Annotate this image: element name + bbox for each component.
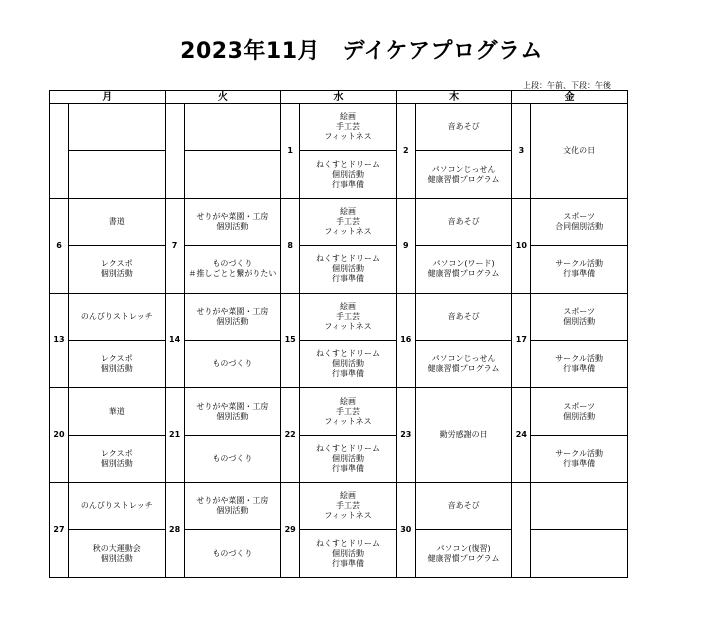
activity-line: 個別活動: [563, 411, 596, 421]
activity-line: のんびりストレッチ: [80, 501, 153, 511]
weekday-header-fri: 金: [512, 91, 628, 104]
day-number: 24: [512, 388, 531, 483]
activity-line: 音あそび: [447, 311, 480, 321]
activity-line: 個別活動: [100, 553, 133, 563]
day-number: 13: [50, 293, 69, 388]
activity-am: [184, 198, 281, 245]
week-row-am: [50, 483, 628, 530]
activity-am: [69, 104, 166, 151]
week-row-pm: [50, 246, 628, 293]
activity-pm: [415, 151, 512, 198]
day-number: 15: [281, 293, 300, 388]
activity-am: [69, 483, 166, 530]
activity-pm: [184, 340, 281, 387]
day-number: 10: [512, 198, 531, 293]
activity-line: 個別活動: [331, 453, 364, 463]
activity-pm: [415, 340, 512, 387]
activity-line: せりがや菜園・工房: [196, 212, 269, 222]
activity-line: 音あそび: [447, 501, 480, 511]
day-number: 6: [50, 198, 69, 293]
day-number: 30: [396, 483, 415, 578]
weekday-header-thu: 木: [396, 91, 512, 104]
activity-pm: [531, 246, 628, 293]
week-row-am: [50, 104, 628, 151]
holiday-cell: 勤労感謝の日: [415, 388, 512, 483]
activity-am: [300, 483, 397, 530]
activity-am: [415, 104, 512, 151]
week-row-am: [50, 293, 628, 340]
activity-pm: [69, 435, 166, 482]
activity-line: ねくすとドリーム: [315, 254, 380, 264]
activity-line: 健康習慣プログラム: [427, 174, 500, 184]
holiday-cell: 文化の日: [531, 104, 628, 199]
activity-line: 個別活動: [100, 458, 133, 468]
activity-pm: [415, 246, 512, 293]
weekday-header-tue: 火: [165, 91, 281, 104]
day-number: [50, 104, 69, 199]
day-number: 9: [396, 198, 415, 293]
day-number: 22: [281, 388, 300, 483]
activity-line: 手工芸: [335, 406, 360, 416]
activity-pm: [531, 340, 628, 387]
week-row-am: [50, 388, 628, 435]
activity-line: フィットネス: [324, 132, 372, 142]
activity-pm: [531, 530, 628, 578]
day-number: 21: [165, 388, 184, 483]
day-number: [165, 104, 184, 199]
activity-am: [184, 483, 281, 530]
activity-line: ものづくり: [212, 359, 253, 369]
activity-pm: [69, 151, 166, 198]
activity-pm: [69, 340, 166, 387]
activity-pm: [300, 435, 397, 482]
activity-line: 行事準備: [563, 269, 596, 279]
activity-line: 秋の大運動会: [92, 543, 141, 553]
activity-am: [415, 483, 512, 530]
activity-line: 健康習慣プログラム: [427, 364, 500, 374]
day-number: 20: [50, 388, 69, 483]
activity-line: フィットネス: [324, 511, 372, 521]
activity-line: 手工芸: [335, 217, 360, 227]
activity-line: スポーツ: [563, 212, 596, 222]
activity-line: 個別活動: [216, 316, 249, 326]
activity-line: 絵画: [339, 396, 356, 406]
activity-pm: [69, 530, 166, 578]
activity-line: 手工芸: [335, 501, 360, 511]
day-number: 7: [165, 198, 184, 293]
activity-line: 健康習慣プログラム: [427, 269, 500, 279]
day-number: 16: [396, 293, 415, 388]
activity-pm: [184, 151, 281, 198]
weekday-header-row: [50, 91, 628, 104]
activity-pm: [300, 151, 397, 198]
activity-line: 合同個別活動: [555, 222, 604, 232]
activity-line: 行事準備: [331, 369, 364, 379]
calendar-table: [49, 90, 628, 578]
activity-line: 個別活動: [331, 359, 364, 369]
activity-line: 個別活動: [100, 269, 133, 279]
activity-am: [300, 104, 397, 151]
activity-am: [69, 198, 166, 245]
activity-pm: [300, 340, 397, 387]
activity-line: 行事準備: [331, 463, 364, 473]
activity-line: ねくすとドリーム: [315, 443, 380, 453]
schedule-note: 上段：午前、下段：午後: [523, 81, 611, 90]
activity-line: 個別活動: [563, 316, 596, 326]
activity-am: [69, 388, 166, 435]
activity-line: フィットネス: [324, 227, 372, 237]
activity-line: ものづくり: [212, 259, 253, 269]
activity-line: 音あそび: [447, 122, 480, 132]
activity-am: [300, 388, 397, 435]
activity-line: フィットネス: [324, 416, 372, 426]
activity-line: 個別活動: [331, 264, 364, 274]
activity-line: 行事準備: [563, 364, 596, 374]
activity-pm: [184, 246, 281, 293]
activity-am: [531, 293, 628, 340]
activity-line: 行事準備: [331, 179, 364, 189]
day-number: 8: [281, 198, 300, 293]
activity-line: せりがや菜園・工房: [196, 306, 269, 316]
activity-line: 手工芸: [335, 311, 360, 321]
day-number: 27: [50, 483, 69, 578]
activity-line: レクスポ: [100, 354, 133, 364]
activity-am: [184, 388, 281, 435]
activity-pm: [300, 530, 397, 578]
activity-am: [531, 198, 628, 245]
week-row-pm: [50, 435, 628, 482]
activity-am: [415, 198, 512, 245]
activity-line: 絵画: [339, 491, 356, 501]
activity-line: サークル活動: [555, 259, 604, 269]
activity-pm: [184, 435, 281, 482]
activity-line: パソコン(復習): [436, 543, 491, 553]
weekday-header-wed: 水: [281, 91, 397, 104]
day-number: 1: [281, 104, 300, 199]
activity-am: [300, 293, 397, 340]
activity-line: 手工芸: [335, 122, 360, 132]
day-number: 3: [512, 104, 531, 199]
activity-am: [531, 388, 628, 435]
day-number: 17: [512, 293, 531, 388]
week-row-pm: [50, 340, 628, 387]
activity-line: 華道: [108, 406, 125, 416]
day-number: 29: [281, 483, 300, 578]
activity-line: 行事準備: [563, 458, 596, 468]
activity-line: のんびりストレッチ: [80, 311, 153, 321]
activity-am: [531, 483, 628, 530]
activity-line: パソコン(ワード): [432, 259, 495, 269]
activity-pm: [415, 530, 512, 578]
activity-pm: [531, 435, 628, 482]
activity-line: スポーツ: [563, 401, 596, 411]
weekday-header-mon: 月: [50, 91, 166, 104]
activity-line: サークル活動: [555, 354, 604, 364]
activity-line: レクスポ: [100, 448, 133, 458]
day-number: 28: [165, 483, 184, 578]
activity-line: せりがや菜園・工房: [196, 401, 269, 411]
activity-line: 個別活動: [216, 506, 249, 516]
activity-line: 書道: [108, 217, 125, 227]
activity-line: ＃推しごとと繋がりたい: [188, 269, 277, 279]
week-row-am: [50, 198, 628, 245]
activity-am: [184, 104, 281, 151]
activity-am: [69, 293, 166, 340]
day-number: 23: [396, 388, 415, 483]
activity-am: [415, 293, 512, 340]
activity-line: ものづくり: [212, 548, 253, 558]
activity-line: パソコンじっせん: [431, 164, 496, 174]
activity-line: 個別活動: [331, 548, 364, 558]
activity-line: 個別活動: [216, 411, 249, 421]
activity-line: ものづくり: [212, 453, 253, 463]
activity-line: パソコンじっせん: [431, 354, 496, 364]
activity-line: 個別活動: [100, 364, 133, 374]
activity-line: ねくすとドリーム: [315, 159, 380, 169]
activity-line: 行事準備: [331, 558, 364, 568]
activity-am: [300, 198, 397, 245]
activity-line: 個別活動: [216, 222, 249, 232]
activity-line: 行事準備: [331, 274, 364, 284]
day-number: 2: [396, 104, 415, 199]
activity-line: フィットネス: [324, 321, 372, 331]
activity-pm: [300, 246, 397, 293]
week-row-pm: [50, 530, 628, 578]
activity-line: スポーツ: [563, 306, 596, 316]
activity-line: ねくすとドリーム: [315, 538, 380, 548]
activity-line: せりがや菜園・工房: [196, 496, 269, 506]
activity-line: 個別活動: [331, 169, 364, 179]
activity-line: 絵画: [339, 112, 356, 122]
activity-pm: [184, 530, 281, 578]
page-title: 2023年11月 デイケアプログラム: [180, 39, 543, 64]
activity-line: 健康習慣プログラム: [427, 553, 500, 563]
activity-line: レクスポ: [100, 259, 133, 269]
activity-am: [184, 293, 281, 340]
activity-line: ねくすとドリーム: [315, 349, 380, 359]
day-number: [512, 483, 531, 578]
day-number: 14: [165, 293, 184, 388]
activity-line: サークル活動: [555, 448, 604, 458]
activity-line: 音あそび: [447, 217, 480, 227]
activity-line: 絵画: [339, 301, 356, 311]
activity-pm: [69, 246, 166, 293]
activity-line: 絵画: [339, 207, 356, 217]
